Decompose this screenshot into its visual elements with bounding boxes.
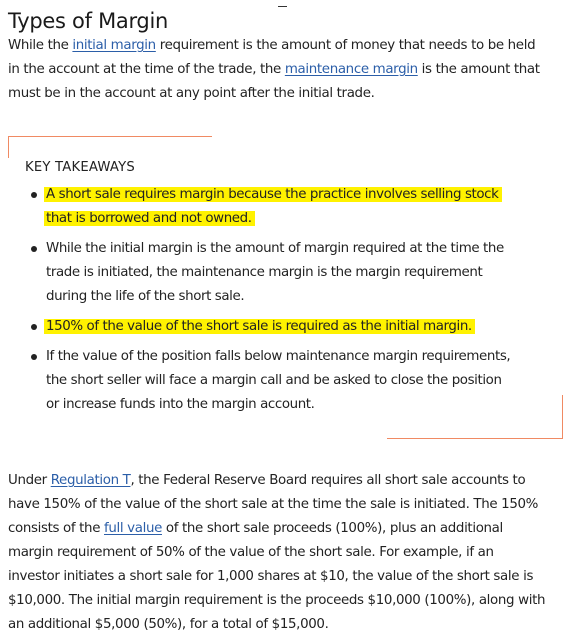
takeaway-line-text: during the life of the short sale.	[46, 289, 245, 304]
takeaway-line-text: the short seller will face a margin call and be asked to close the position	[46, 373, 502, 388]
regulation-t-link[interactable]: Regulation T	[50, 473, 131, 488]
takeaway-line	[46, 369, 569, 393]
key-takeaway-item	[0, 345, 569, 417]
takeaway-text	[46, 345, 569, 417]
key-takeaways-list	[0, 183, 569, 423]
highlighted-takeaway-text	[46, 183, 569, 231]
body-line: consists of the full value of the short sale proceeds (100%), plus an additional	[8, 521, 503, 536]
intro-paragraph	[8, 34, 540, 106]
intro-line: must be in the account at any point after the initial trade.	[8, 86, 375, 101]
regulation-t-paragraph	[8, 469, 545, 637]
key-takeaway-item	[0, 315, 569, 339]
body-line: Under Regulation T, the Federal Reserve Board requires all short sale accounts to	[8, 473, 526, 488]
takeaway-text	[46, 237, 569, 309]
takeaway-line	[46, 393, 569, 417]
body-line: have 150% of the value of the short sale at the time the sale is initiated. The 150%	[8, 497, 539, 512]
initial-margin-link[interactable]: initial margin	[72, 38, 156, 53]
top-divider-mark	[278, 6, 287, 7]
bullet-icon	[31, 324, 37, 330]
key-takeaway-item	[0, 183, 569, 231]
intro-line: in the account at the time of the trade, the maintenance margin is the amount that	[8, 62, 540, 77]
takeaway-line	[46, 345, 569, 369]
full-value-link[interactable]: full value	[104, 521, 162, 536]
takeaway-line-text: that is borrowed and not owned.	[44, 211, 255, 226]
body-line: an additional $5,000 (50%), for a total of $15,000.	[8, 617, 329, 632]
section-title: Types of Margin	[8, 9, 168, 33]
maintenance-margin-link[interactable]: maintenance margin	[284, 62, 418, 77]
key-takeaways-heading: KEY TAKEAWAYS	[25, 160, 135, 175]
callout-corner-top-left	[8, 136, 9, 158]
takeaway-line-text: If the value of the position falls below maintenance margin requirements,	[46, 349, 511, 364]
callout-corner-bottom-right	[387, 438, 563, 439]
key-takeaway-item	[0, 237, 569, 309]
bullet-icon	[31, 354, 37, 360]
body-line: margin requirement of 50% of the value of the short sale. For example, if an	[8, 545, 494, 560]
takeaway-line-text: A short sale requires margin because the practice involves selling stock	[44, 187, 502, 202]
highlighted-takeaway-text	[46, 315, 569, 339]
bullet-icon	[31, 192, 37, 198]
takeaway-line	[46, 183, 569, 207]
takeaway-line-text: While the initial margin is the amount of margin required at the time the	[46, 241, 504, 256]
takeaway-line	[46, 237, 569, 261]
takeaway-line	[46, 315, 569, 339]
takeaway-line-text: trade is initiated, the maintenance margin is the margin requirement	[46, 265, 483, 280]
callout-corner-top-left	[8, 136, 212, 137]
body-line: $10,000. The initial margin requirement is the proceeds $10,000 (100%), along with	[8, 593, 546, 608]
takeaway-line-text: 150% of the value of the short sale is required as the initial margin.	[44, 319, 475, 334]
intro-line: While the initial margin requirement is the amount of money that needs to be held	[8, 38, 536, 53]
callout-corner-bottom-right	[562, 395, 563, 438]
takeaway-line	[46, 285, 569, 309]
takeaway-line-text: or increase funds into the margin account.	[46, 397, 315, 412]
bullet-icon	[31, 246, 37, 252]
body-line: investor initiates a short sale for 1,000 shares at $10, the value of the short sale is	[8, 569, 534, 584]
takeaway-line	[46, 207, 569, 231]
takeaway-line	[46, 261, 569, 285]
